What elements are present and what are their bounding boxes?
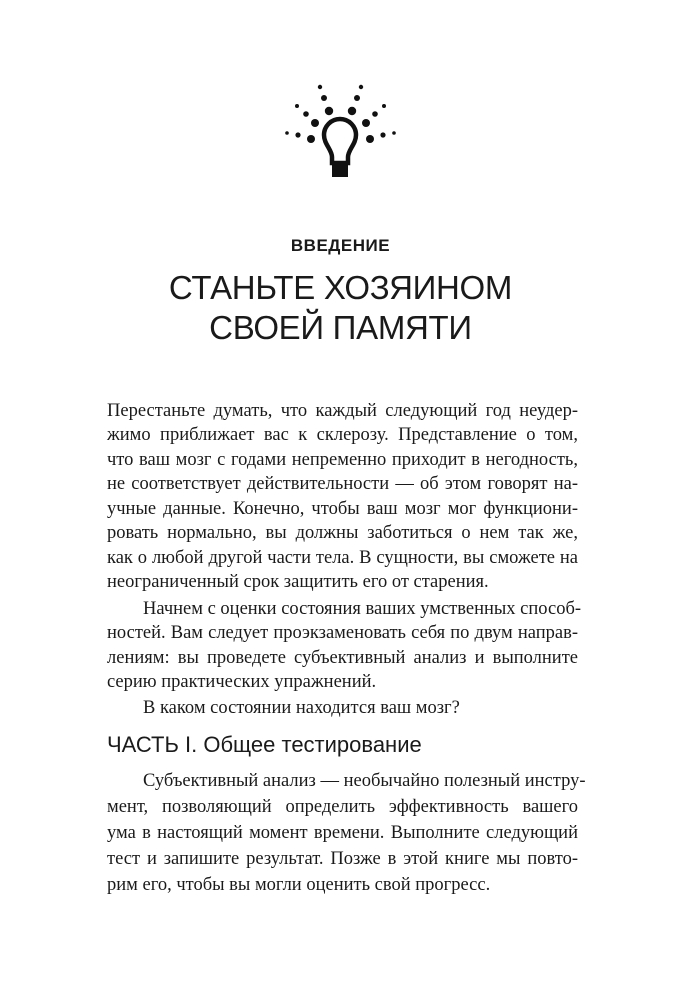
text-line: ровать нормально, вы должны заботиться о нем так же, (107, 523, 578, 543)
text-line: что ваш мозг с годами непременно приходит в негодность, (107, 450, 578, 470)
text-line: неограниченный срок защитить его от старения. (107, 572, 489, 592)
text-line: учные данные. Конечно, чтобы ваш мозг мог функциони- (107, 499, 578, 519)
text-line: ума в настоящий момент времени. Выполните следующий (107, 823, 578, 843)
text-line: ностей. Вам следует проэкзаменовать себя по двум направ- (107, 623, 578, 643)
lightbulb-icon (270, 80, 410, 190)
chapter-kicker: ВВЕДЕНИЕ (290, 236, 391, 255)
text-line: не соответствует действительности — об этом говорят на- (107, 474, 578, 494)
text-line: Перестаньте думать, что каждый следующий год неудер- (107, 401, 578, 421)
text-line: рим его, чтобы вы могли оценить свой прогресс. (107, 875, 491, 895)
chapter-title (0, 268, 681, 348)
text-line: Начнем с оценки состояния ваших умственных способ- (143, 599, 582, 619)
text-line: В каком состоянии находится ваш мозг? (143, 698, 460, 718)
text-line: лениям: вы проведете субъективный анализ и выполните (107, 648, 578, 668)
section-heading: ЧАСТЬ I. Общее тестирование (107, 732, 422, 757)
text-line: как о любой другой части тела. В сущности, вы сможете на (107, 548, 578, 568)
text-line: тест и запишите результат. Позже в этой книге мы повто- (107, 849, 578, 869)
text-line: серию практических упражнений. (107, 672, 377, 692)
title-line: СТАНЬТЕ ХОЗЯИНОМ (168, 269, 513, 306)
text-line: Субъективный анализ — необычайно полезный инстру- (143, 771, 586, 791)
text-line: жимо приближает вас к склерозу. Представление о том, (107, 425, 578, 445)
title-line: СВОЕЙ ПАМЯТИ (209, 309, 472, 346)
text-line: мент, позволяющий определить эффективность вашего (107, 797, 578, 817)
